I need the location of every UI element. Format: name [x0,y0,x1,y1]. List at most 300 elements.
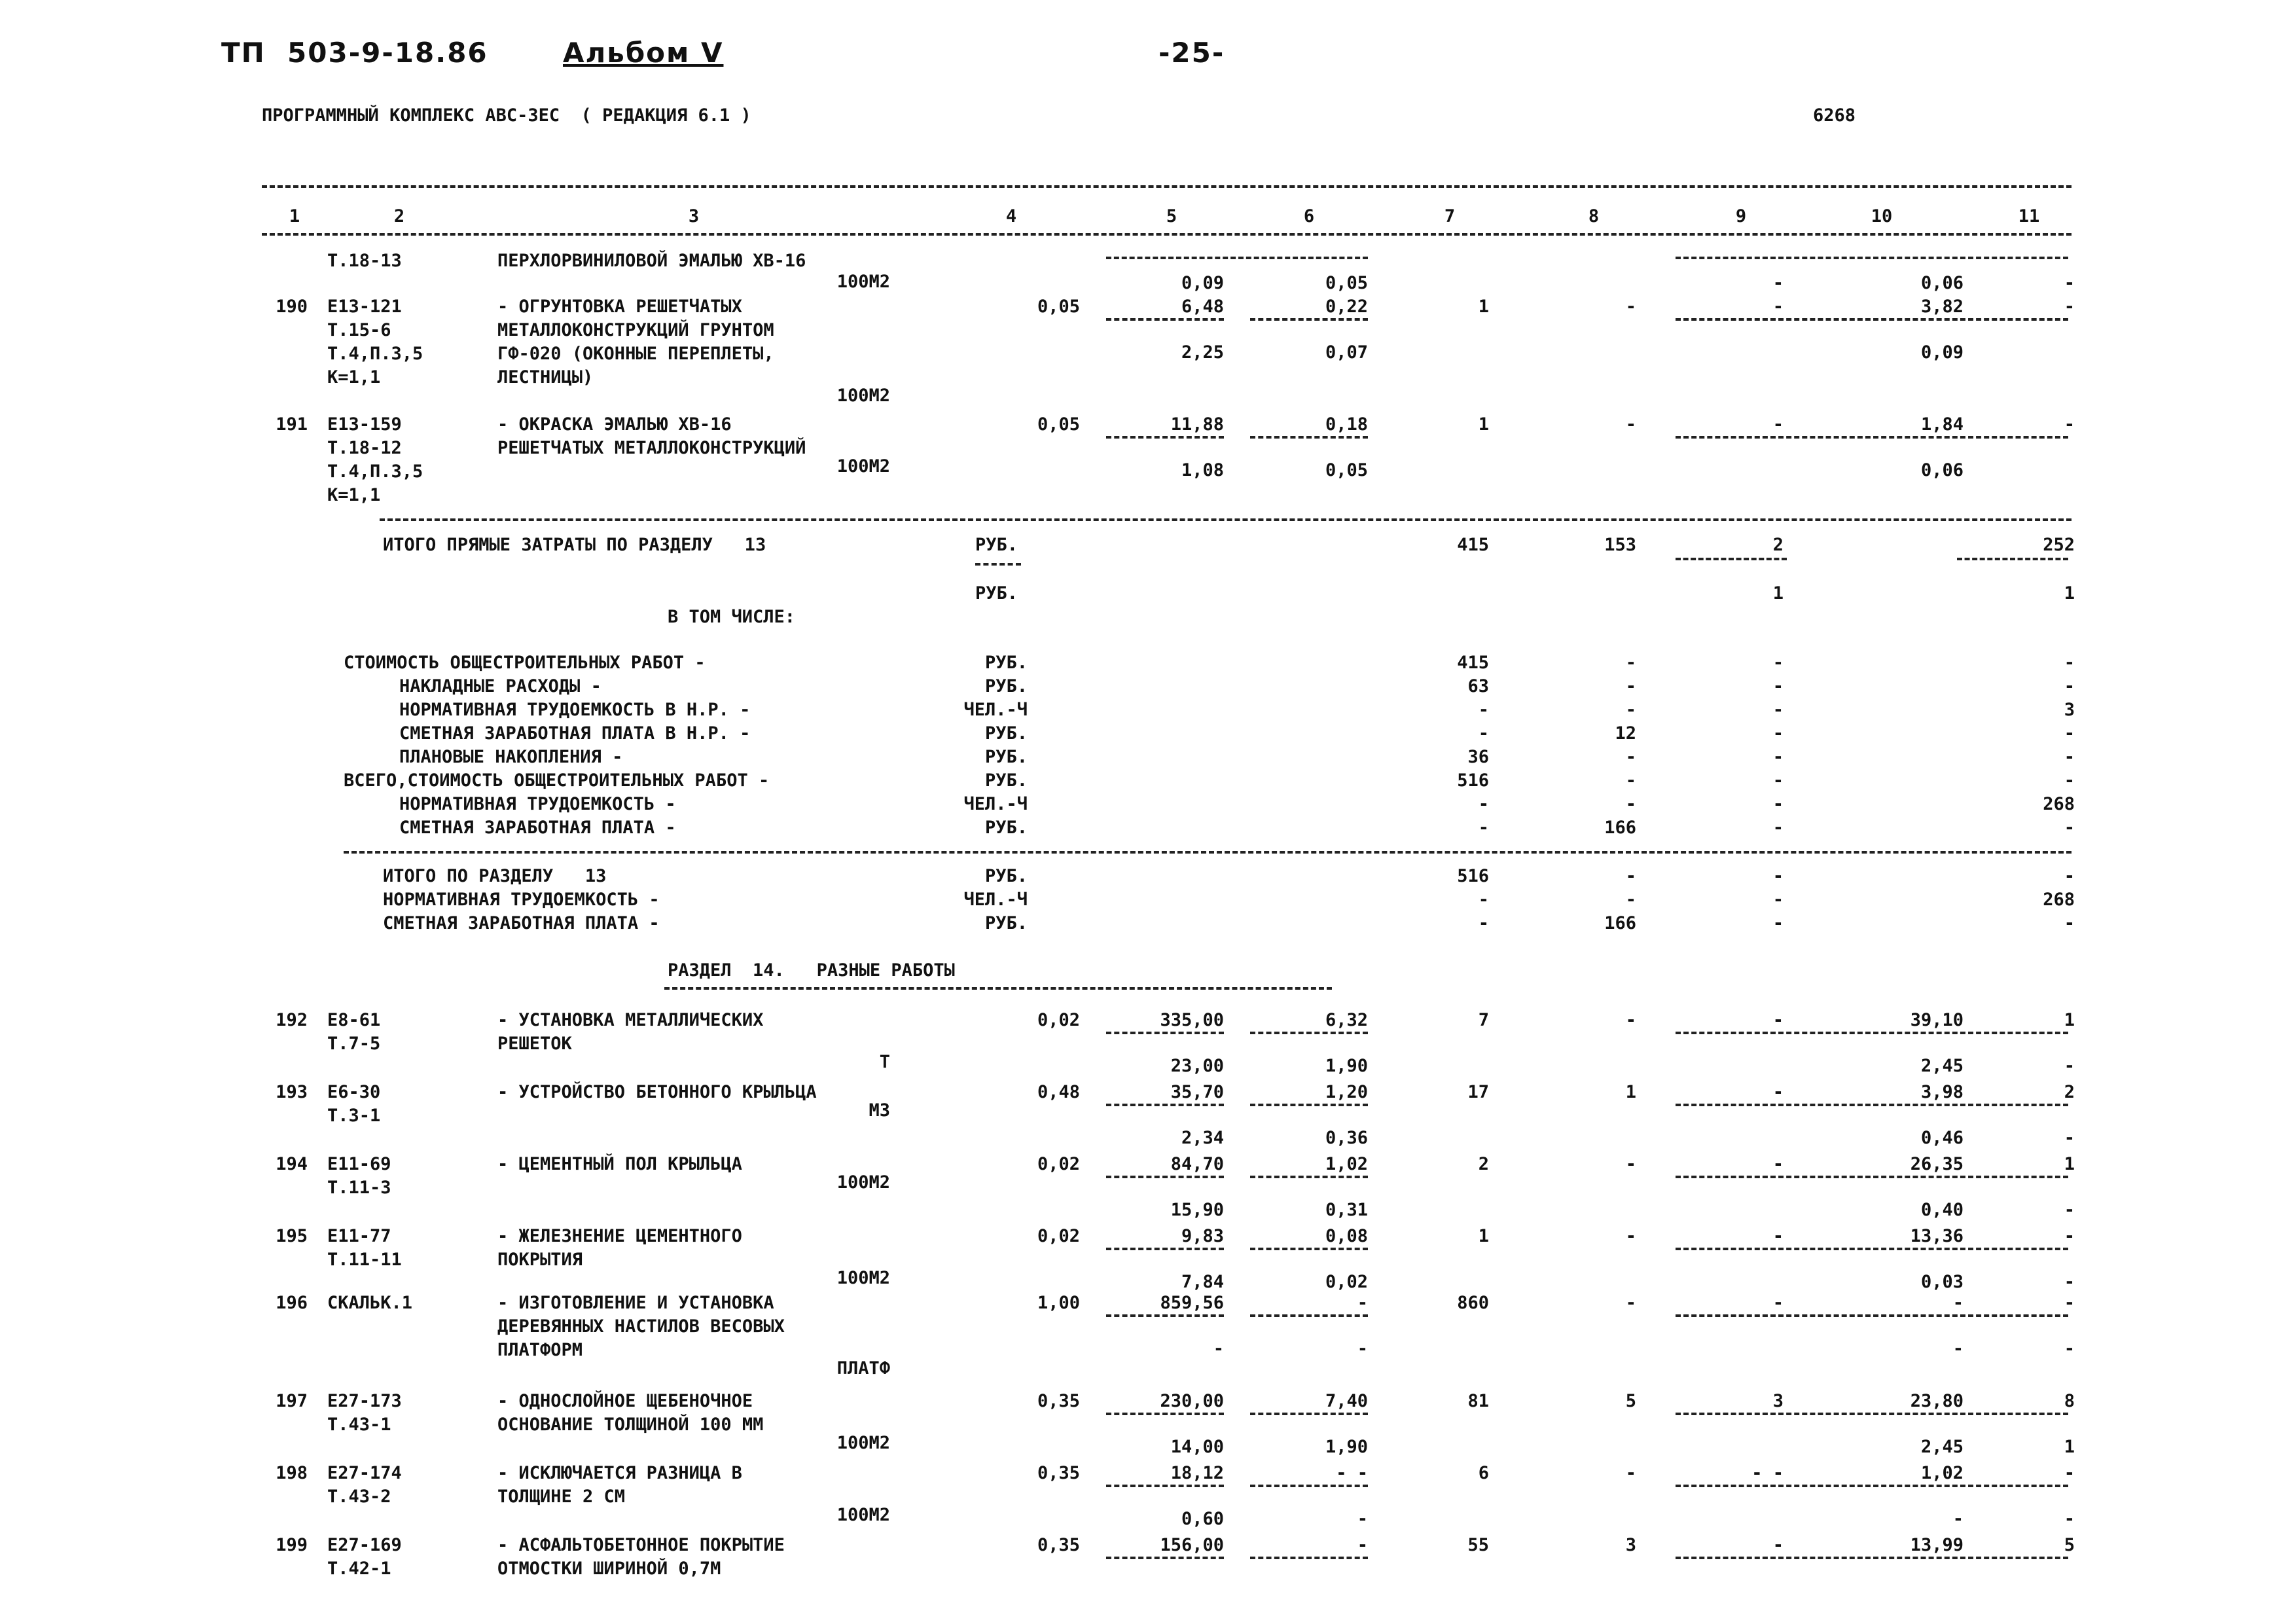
labor-total-2: - [2064,1056,2075,1076]
machine-cost: - [1772,1082,1784,1102]
labor-total-2: - [2064,1128,2075,1148]
work-description: - УСТРОЙСТВО БЕТОННОГО КРЫЛЬЦА [497,1082,817,1102]
currency-unit: РУБ. [975,535,1018,555]
final-total-labor: - [2064,866,2075,886]
unit-of-measure: Т [879,1052,890,1072]
unit-price-labor: 14,00 [1170,1437,1224,1457]
wage-split-rule [1250,1314,1368,1317]
work-description: ОТМОСТКИ ШИРИНОЙ 0,7М [497,1559,721,1579]
labor-total-2: - [2064,1200,2075,1220]
unit-price-labor: 2,34 [1181,1128,1224,1148]
summary-line-label: СМЕТНАЯ ЗАРАБОТНАЯ ПЛАТА В Н.Р. - [399,723,751,744]
labor-split-rule [1676,1485,2068,1487]
row-number: 195 [276,1226,308,1246]
section-total-labor: 252 [2043,535,2075,555]
unit-wage-machine: - [1357,1339,1368,1359]
final-total-labor: 268 [2043,890,2075,910]
work-description: - ОКРАСКА ЭМАЛЬЮ ХВ-16 [497,414,732,435]
total-cost: 1 [1478,1226,1489,1246]
wage-split-rule [1250,1485,1368,1487]
unit-price-labor: 23,00 [1170,1056,1224,1076]
work-description: - АСФАЛЬТОБЕТОННОЕ ПОКРЫТИЕ [497,1535,785,1555]
price-split-rule [1106,1314,1224,1317]
norm-code: Т.4,П.3,5 [327,344,423,364]
unit-wage: 6,32 [1325,1010,1368,1030]
summary-line-label: СМЕТНАЯ ЗАРАБОТНАЯ ПЛАТА - [399,818,676,838]
summary-line-labor: - [2064,676,2075,696]
quantity: 0,35 [1037,1391,1080,1411]
work-description: - ЖЕЛЕЗНЕНИЕ ЦЕМЕНТНОГО [497,1226,742,1246]
section-total-cost: 415 [1457,535,1489,555]
total-cost: 1 [1478,414,1489,435]
unit-wage-machine: 0,02 [1325,1272,1368,1292]
norm-code: Т.18-12 [327,438,402,458]
unit-of-measure: 100М2 [836,272,890,292]
summary-line-label: ПЛАНОВЫЕ НАКОПЛЕНИЯ - [399,747,623,767]
total-wage: - [1625,414,1636,435]
labor-unit-2: - [1952,1509,1964,1529]
summary-line-wage: 12 [1615,723,1636,744]
labor-total: - [2064,414,2075,435]
final-total-cost: 516 [1457,866,1489,886]
work-description: ТОЛЩИНЕ 2 СМ [497,1487,626,1507]
work-description: ОСНОВАНИЕ ТОЛЩИНОЙ 100 ММ [497,1415,764,1435]
unit-price-labor: 0,09 [1181,273,1224,293]
summary-line-label: НОРМАТИВНАЯ ТРУДОЕМКОСТЬ - [399,794,676,814]
labor-split-rule [1676,1413,2068,1415]
unit-wage-machine: 0,36 [1325,1128,1368,1148]
norm-code: Е27-169 [327,1535,402,1555]
quantity: 0,02 [1037,1154,1080,1174]
labor-total-2: 1 [2064,1437,2075,1457]
machine-cost: - [1772,1535,1784,1555]
summary-line-unit: РУБ. [984,653,1028,673]
labor-split-rule [1676,1104,2068,1106]
total-wage: - [1625,1154,1636,1174]
summary-line-unit: ЧЕЛ.-Ч [963,794,1028,814]
work-description: РЕШЕТЧАТЫХ МЕТАЛЛОКОНСТРУКЦИЙ [497,438,806,458]
labor-total: 8 [2064,1391,2075,1411]
work-description: - ОДНОСЛОЙНОЕ ЩЕБЕНОЧНОЕ [497,1391,753,1411]
unit-price: 230,00 [1160,1391,1224,1411]
labor-unit: 13,36 [1910,1226,1964,1246]
unit-wage-machine: 0,07 [1325,342,1368,363]
column-header-10: 10 [1871,206,1893,226]
labor-unit: 26,35 [1910,1154,1964,1174]
column-header-5: 5 [1166,206,1177,226]
labor-unit: 3,82 [1920,297,1964,317]
work-description: - ОГРУНТОВКА РЕШЕТЧАТЫХ [497,297,742,317]
total-cost: 1 [1478,297,1489,317]
section-total-label: ИТОГО ПРЯМЫЕ ЗАТРАТЫ ПО РАЗДЕЛУ 13 [383,535,766,555]
work-description: - УСТАНОВКА МЕТАЛЛИЧЕСКИХ [497,1010,764,1030]
total-wage: - [1625,1226,1636,1246]
summary-line-labor: - [2064,653,2075,673]
summary-line-machine: - [1772,653,1784,673]
labor-total: - [2064,1226,2075,1246]
summary-line-unit: ЧЕЛ.-Ч [963,700,1028,720]
summary-split-rule [1957,558,2068,560]
summary-rule [344,851,2072,854]
unit-wage: 0,22 [1325,297,1368,317]
unit-wage-machine: 0,05 [1325,460,1368,480]
price-split-rule [1106,318,1224,321]
final-total-machine: - [1772,866,1784,886]
summary-line-unit: РУБ. [984,770,1028,791]
norm-code: Е11-77 [327,1226,391,1246]
labor-unit-2: 0,03 [1920,1272,1964,1292]
final-total-unit: РУБ. [984,866,1028,886]
currency-unit: РУБ. [975,583,1018,604]
work-description: - ИЗГОТОВЛЕНИЕ И УСТАНОВКА [497,1293,774,1313]
work-description: - ИСКЛЮЧАЕТСЯ РАЗНИЦА В [497,1463,742,1483]
labor-split-rule [1676,1032,2068,1034]
norm-code: Е13-121 [327,297,402,317]
unit-of-measure: 100М2 [836,1172,890,1193]
summary-line-wage: - [1625,700,1636,720]
summary-line-cost: 63 [1467,676,1489,696]
summary-line-label: СТОИМОСТЬ ОБЩЕСТРОИТЕЛЬНЫХ РАБОТ - [344,653,706,673]
wage-split-rule [1250,1557,1368,1559]
summary-line-labor: - [2064,818,2075,838]
summary-line-wage: - [1625,747,1636,767]
norm-code: Т.43-1 [327,1415,391,1435]
total-wage: 5 [1625,1391,1636,1411]
norm-code: Т.43-2 [327,1487,391,1507]
summary-line-unit: РУБ. [984,676,1028,696]
norm-code: Т.7-5 [327,1034,381,1054]
labor-total-2: - [2064,1509,2075,1529]
labor-total: 1 [2064,1010,2075,1030]
summary-line-labor: 268 [2043,794,2075,814]
unit-price-labor: 7,84 [1181,1272,1224,1292]
unit-price: 6,48 [1181,297,1224,317]
labor-unit: 3,98 [1920,1082,1964,1102]
work-description: ПЛАТФОРМ [497,1340,583,1360]
norm-code: Т.3-1 [327,1106,381,1126]
labor-unit: - [1952,1293,1964,1313]
unit-price: 335,00 [1160,1010,1224,1030]
unit-of-measure: М3 [869,1100,890,1121]
final-total-label: НОРМАТИВНАЯ ТРУДОЕМКОСТЬ - [383,890,660,910]
final-total-cost: - [1478,890,1489,910]
unit-of-measure: 100М2 [836,1505,890,1525]
labor-unit: 13,99 [1910,1535,1964,1555]
summary-line-machine: - [1772,818,1784,838]
norm-code: Т.15-6 [327,320,391,340]
column-header-9: 9 [1735,206,1747,226]
total-wage: 1 [1625,1082,1636,1102]
column-header-2: 2 [393,206,405,226]
summary-line-labor: 3 [2064,700,2075,720]
price-split-rule [1106,1176,1224,1178]
unit-price: 84,70 [1170,1154,1224,1174]
wage-split-rule [1250,1248,1368,1250]
page-number: -25- [1158,37,1225,69]
section-title-rule [664,987,1332,990]
unit-wage: 0,18 [1325,414,1368,435]
labor-unit: 39,10 [1910,1010,1964,1030]
work-description: ЛЕСТНИЦЫ) [497,367,594,388]
unit-wage: - [1357,1535,1368,1555]
quantity: 0,02 [1037,1226,1080,1246]
norm-code: Т.11-3 [327,1178,391,1198]
quantity: 0,35 [1037,1463,1080,1483]
labor-total: 1 [2064,1154,2075,1174]
summary-line-cost: - [1478,723,1489,744]
summary-rule [380,518,2072,521]
labor-unit: 1,02 [1920,1463,1964,1483]
norm-code: Е13-159 [327,414,402,435]
unit-wage: 7,40 [1325,1391,1368,1411]
column-header-8: 8 [1588,206,1600,226]
norm-code: Е6-30 [327,1082,381,1102]
section-total-machine-2: 1 [1772,583,1784,604]
final-total-wage: - [1625,866,1636,886]
summary-line-cost: 36 [1467,747,1489,767]
labor-unit-2: 2,45 [1920,1437,1964,1457]
norm-code: Т.18-13 [327,251,402,271]
final-total-wage: - [1625,890,1636,910]
price-split-rule [1106,1413,1224,1415]
summary-line-machine: - [1772,700,1784,720]
column-header-4: 4 [1005,206,1017,226]
machine-cost: - [1772,297,1784,317]
total-wage: - [1625,1010,1636,1030]
labor-total-2: - [2064,1272,2075,1292]
labor-total: - [2064,273,2075,293]
total-cost: 55 [1467,1535,1489,1555]
unit-price-labor: 0,60 [1181,1509,1224,1529]
summary-line-wage: - [1625,770,1636,791]
unit-of-measure: 100М2 [836,1268,890,1288]
labor-unit: 0,06 [1920,273,1964,293]
norm-code: СКАЛЬК.1 [327,1293,413,1313]
unit-of-measure: ПЛАТФ [836,1358,890,1379]
summary-line-cost: 415 [1457,653,1489,673]
work-description: ГФ-020 (ОКОННЫЕ ПЕРЕПЛЕТЫ, [497,344,774,364]
unit-wage-machine: 0,05 [1325,273,1368,293]
norm-code: Т.4,П.3,5 [327,461,423,482]
machine-cost: - [1772,273,1784,293]
total-cost: 2 [1478,1154,1489,1174]
labor-unit-2: 0,46 [1920,1128,1964,1148]
row-number: 197 [276,1391,308,1411]
summary-line-labor: - [2064,723,2075,744]
final-total-machine: - [1772,890,1784,910]
machine-cost: - [1772,1293,1784,1313]
price-split-rule [1106,1485,1224,1487]
price-split-rule [1106,1557,1224,1559]
section-14-title: РАЗДЕЛ 14. РАЗНЫЕ РАБОТЫ [668,960,955,981]
section-total-labor-2: 1 [2064,583,2075,604]
labor-split-rule [1676,1314,2068,1317]
quantity: 0,05 [1037,297,1080,317]
work-description: ПЕРХЛОРВИНИЛОВОЙ ЭМАЛЬЮ ХВ-16 [497,251,806,271]
row-number: 193 [276,1082,308,1102]
unit-price: 859,56 [1160,1293,1224,1313]
unit-of-measure: 100М2 [836,386,890,406]
row-number: 198 [276,1463,308,1483]
total-wage: - [1625,297,1636,317]
labor-unit: 1,84 [1920,414,1964,435]
table-header-rule [262,233,2072,236]
final-total-machine: - [1772,913,1784,933]
row-number: 196 [276,1293,308,1313]
norm-code: Т.11-11 [327,1250,402,1270]
summary-split-rule [1676,558,1787,560]
labor-split-rule [1676,257,2068,259]
summary-line-machine: - [1772,747,1784,767]
unit-price-labor: 15,90 [1170,1200,1224,1220]
wage-split-rule [1250,1032,1368,1034]
total-cost: 17 [1467,1082,1489,1102]
unit-wage-machine: - [1357,1509,1368,1529]
work-description: - ЦЕМЕНТНЫЙ ПОЛ КРЫЛЬЦА [497,1154,742,1174]
wage-split-rule [1250,436,1368,439]
total-cost: 6 [1478,1463,1489,1483]
summary-line-labor: - [2064,747,2075,767]
summary-line-label: ВСЕГО,СТОИМОСТЬ ОБЩЕСТРОИТЕЛЬНЫХ РАБОТ - [344,770,770,791]
unit-price: 18,12 [1170,1463,1224,1483]
summary-line-wage: - [1625,794,1636,814]
summary-line-labor: - [2064,770,2075,791]
unit-price-labor: 1,08 [1181,460,1224,480]
machine-cost: - [1772,1226,1784,1246]
summary-line-cost: - [1478,818,1489,838]
price-split-rule [1106,257,1368,259]
row-number: 190 [276,297,308,317]
labor-split-rule [1676,318,2068,321]
row-number: 199 [276,1535,308,1555]
quantity: 0,05 [1037,414,1080,435]
unit-price: 9,83 [1181,1226,1224,1246]
summary-line-wage: 166 [1604,818,1636,838]
column-header-11: 11 [2018,206,2040,226]
final-total-unit: ЧЕЛ.-Ч [963,890,1028,910]
price-split-rule [1106,1248,1224,1250]
unit-wage: - - [1336,1463,1368,1483]
unit-price-labor: - [1213,1339,1224,1359]
summary-line-unit: РУБ. [984,723,1028,744]
norm-code: Е11-69 [327,1154,391,1174]
quantity: 0,02 [1037,1010,1080,1030]
labor-total: - [2064,1293,2075,1313]
unit-price: 35,70 [1170,1082,1224,1102]
summary-line-machine: - [1772,676,1784,696]
album-title: Альбом V [563,37,724,69]
unit-wage: 1,20 [1325,1082,1368,1102]
total-wage: 3 [1625,1535,1636,1555]
wage-split-rule [1250,318,1368,321]
machine-cost: - - [1751,1463,1784,1483]
unit-wage: 1,02 [1325,1154,1368,1174]
final-total-labor: - [2064,913,2075,933]
labor-split-rule [1676,436,2068,439]
price-split-rule [1106,1032,1224,1034]
unit-of-measure: 100М2 [836,456,890,477]
unit-wage-machine: 0,31 [1325,1200,1368,1220]
wage-split-rule [1250,1176,1368,1178]
work-description: РЕШЕТОК [497,1034,572,1054]
summary-line-unit: РУБ. [984,818,1028,838]
total-wage: - [1625,1293,1636,1313]
norm-code: Т.42-1 [327,1559,391,1579]
labor-total: 2 [2064,1082,2075,1102]
final-total-label: СМЕТНАЯ ЗАРАБОТНАЯ ПЛАТА - [383,913,660,933]
column-header-6: 6 [1303,206,1315,226]
unit-wage-machine: 1,90 [1325,1056,1368,1076]
labor-unit-2: 0,06 [1920,460,1964,480]
section-total-machine: 2 [1772,535,1784,555]
summary-line-unit: РУБ. [984,747,1028,767]
machine-cost: - [1772,1010,1784,1030]
labor-split-rule [1676,1557,2068,1559]
document-code: ТП 503-9-18.86 [221,37,488,69]
labor-total: - [2064,297,2075,317]
wage-split-rule [1250,1104,1368,1106]
labor-unit: 23,80 [1910,1391,1964,1411]
section-total-wage: 153 [1604,535,1636,555]
quantity: 0,48 [1037,1082,1080,1102]
unit-price-labor: 2,25 [1181,342,1224,363]
work-description: МЕТАЛЛОКОНСТРУКЦИЙ ГРУНТОМ [497,320,774,340]
machine-cost: 3 [1772,1391,1784,1411]
summary-line-wage: - [1625,653,1636,673]
norm-code: Е8-61 [327,1010,381,1030]
summary-line-cost: - [1478,794,1489,814]
summary-line-wage: - [1625,676,1636,696]
summary-line-machine: - [1772,794,1784,814]
price-split-rule [1106,436,1224,439]
final-total-label: ИТОГО ПО РАЗДЕЛУ 13 [383,866,607,886]
summary-line-label: НАКЛАДНЫЕ РАСХОДЫ - [399,676,601,696]
labor-total-2: - [2064,1339,2075,1359]
norm-code: Е27-174 [327,1463,402,1483]
machine-cost: - [1772,1154,1784,1174]
column-header-1: 1 [289,206,300,226]
column-header-7: 7 [1444,206,1456,226]
unit-wage: - [1357,1293,1368,1313]
labor-total: - [2064,1463,2075,1483]
total-wage: - [1625,1463,1636,1483]
unit-wage-machine: 1,90 [1325,1437,1368,1457]
final-total-unit: РУБ. [984,913,1028,933]
row-number: 194 [276,1154,308,1174]
total-cost: 7 [1478,1010,1489,1030]
unit-price: 11,88 [1170,414,1224,435]
quantity: 0,35 [1037,1535,1080,1555]
labor-unit-2: 0,40 [1920,1200,1964,1220]
work-description: ДЕРЕВЯННЫХ НАСТИЛОВ ВЕСОВЫХ [497,1316,785,1337]
summary-line-machine: - [1772,723,1784,744]
table-top-rule [262,185,2072,188]
total-cost: 81 [1467,1391,1489,1411]
machine-cost: - [1772,414,1784,435]
summary-line-cost: - [1478,700,1489,720]
labor-total: 5 [2064,1535,2075,1555]
summary-line-machine: - [1772,770,1784,791]
summary-split-rule [975,563,1021,566]
unit-price: 156,00 [1160,1535,1224,1555]
price-split-rule [1106,1104,1224,1106]
labor-unit-2: 2,45 [1920,1056,1964,1076]
work-description: ПОКРЫТИЯ [497,1250,583,1270]
unit-wage: 0,08 [1325,1226,1368,1246]
column-header-3: 3 [688,206,700,226]
labor-unit-2: - [1952,1339,1964,1359]
row-number: 191 [276,414,308,435]
